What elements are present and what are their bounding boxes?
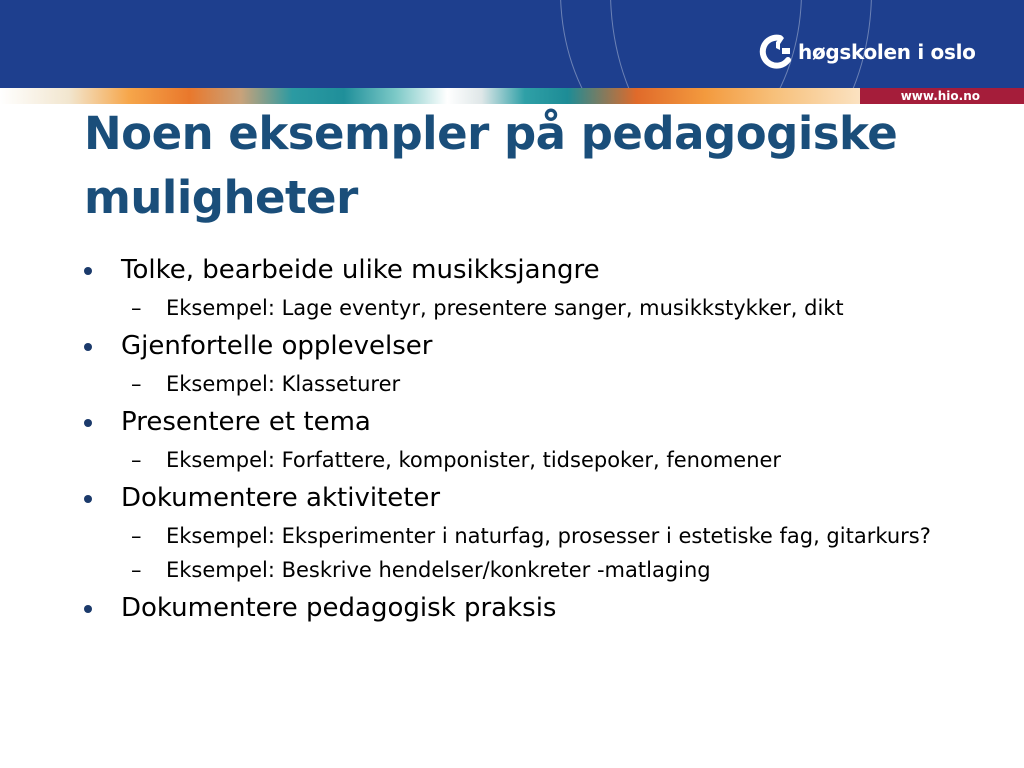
bullet-dot-icon — [84, 343, 92, 351]
dash-icon: – — [131, 448, 142, 472]
bullet-item — [84, 590, 964, 626]
title-line-1: Noen eksempler på pedagogiske — [84, 107, 898, 160]
sub-bullet-text: Eksempel: Beskrive hendelser/konkreter -matlaging — [166, 558, 711, 582]
website-url: www.hio.no — [860, 88, 1024, 104]
bullet-list — [84, 252, 964, 632]
bullet-text: Presentere et tema — [121, 407, 371, 437]
sub-bullet-text: Eksempel: Eksperimenter i naturfag, prosesser i estetiske fag, gitarkurs? — [166, 524, 931, 548]
sub-bullet-item — [84, 556, 964, 585]
slide-title — [84, 102, 984, 230]
dash-icon: – — [131, 372, 142, 396]
bullet-dot-icon — [84, 419, 92, 427]
bullet-text: Dokumentere pedagogisk praksis — [121, 593, 557, 623]
sub-bullet-text: Eksempel: Lage eventyr, presentere sanger, musikkstykker, dikt — [166, 296, 844, 320]
sub-bullet-item — [84, 370, 964, 399]
institution-logo — [758, 30, 976, 74]
bullet-dot-icon — [84, 267, 92, 275]
sub-bullet-item — [84, 522, 964, 551]
dash-icon: – — [131, 524, 142, 548]
bullet-dot-icon — [84, 605, 92, 613]
bullet-item — [84, 252, 964, 288]
dash-icon: – — [131, 296, 142, 320]
sub-bullet-item — [84, 294, 964, 323]
sub-bullet-text: Eksempel: Forfattere, komponister, tidsepoker, fenomener — [166, 448, 782, 472]
sub-bullet-text: Eksempel: Klasseturer — [166, 372, 401, 396]
title-line-2: muligheter — [84, 171, 358, 224]
logo-mark-icon — [758, 30, 794, 74]
bullet-text: Dokumentere aktiviteter — [121, 483, 441, 513]
header-banner — [0, 0, 1024, 88]
logo-text: høgskolen i oslo — [798, 40, 976, 64]
bullet-item — [84, 328, 964, 364]
sub-bullet-item — [84, 446, 964, 475]
bullet-item — [84, 404, 964, 440]
dash-icon: – — [131, 558, 142, 582]
bullet-text: Tolke, bearbeide ulike musikksjangre — [121, 255, 600, 285]
bullet-dot-icon — [84, 495, 92, 503]
bullet-item — [84, 480, 964, 516]
bullet-text: Gjenfortelle opplevelser — [121, 331, 433, 361]
